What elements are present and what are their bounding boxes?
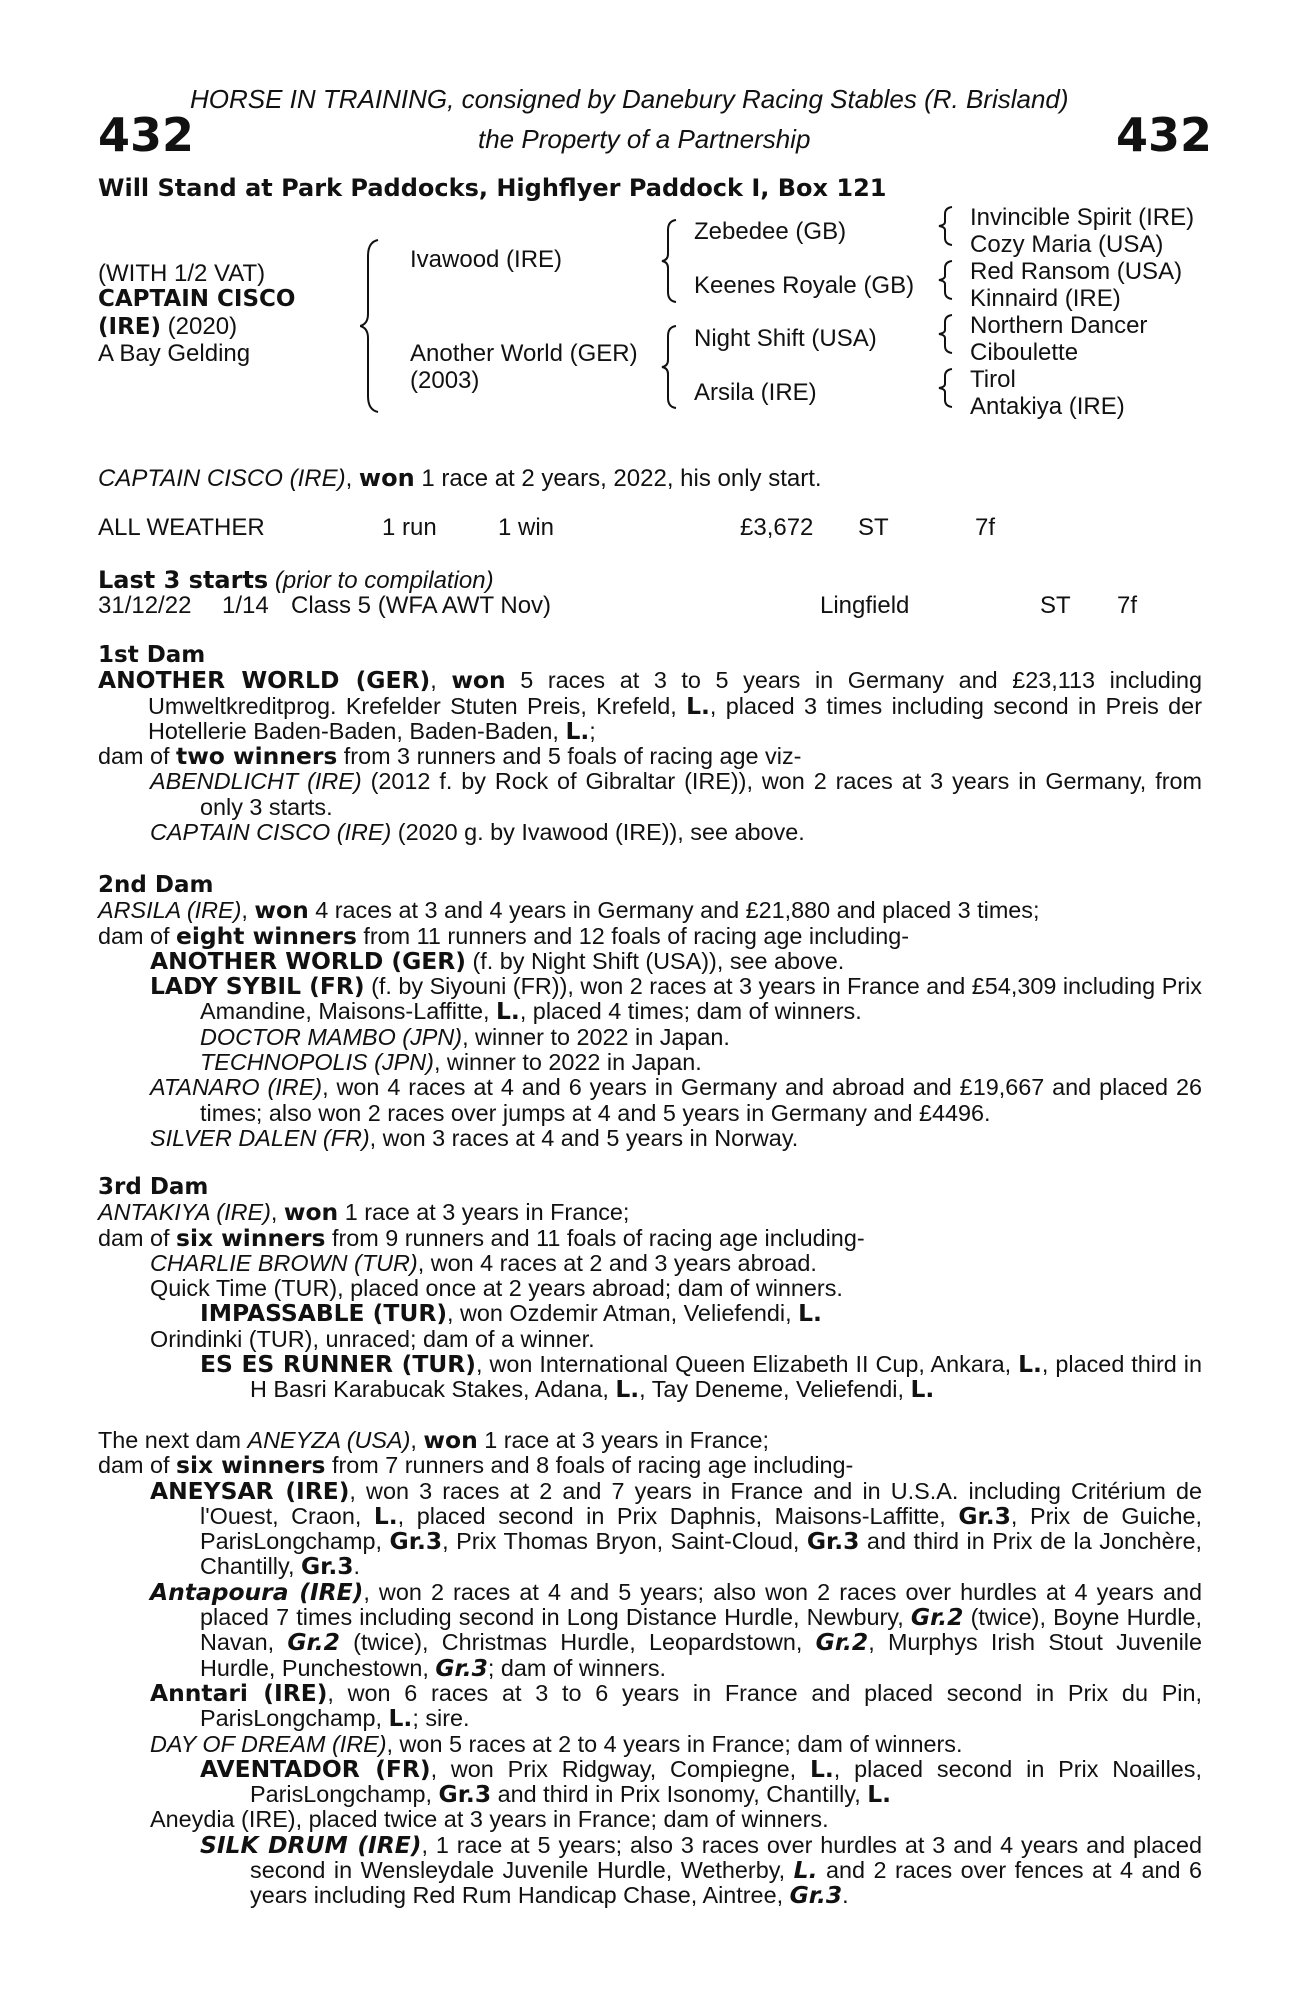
next-dam-name: ANEYZA (USA) xyxy=(247,1427,411,1453)
produce-1-name: ABENDLICHT (IRE) xyxy=(150,768,362,795)
second-dam-record xyxy=(98,898,1202,923)
first-dam-winners: two winners xyxy=(176,742,338,771)
next-dam-t2: from 7 runners and 8 foals of racing age including- xyxy=(325,1452,854,1479)
pedigree-g1: Invincible Spirit (IRE) xyxy=(970,204,1195,231)
td-e-text1: , won International Queen Elizabeth II Cup, Ankara, xyxy=(476,1351,1019,1378)
td-c-text: , won Ozdemir Atman, Veliefendi, xyxy=(447,1300,799,1327)
td-c-listed: L. xyxy=(798,1299,822,1328)
third-dam-damof: dam of xyxy=(98,1224,177,1251)
horse-name: CAPTAIN CISCO xyxy=(98,286,296,312)
pedigree-g4: Kinnaird (IRE) xyxy=(970,285,1121,312)
record-distance: 7f xyxy=(975,514,996,541)
nd-d-text: , won 5 races at 2 to 4 years in France; dam of winners. xyxy=(386,1730,963,1757)
nd-a-g1: Gr.3 xyxy=(958,1501,1011,1530)
nd-a-t5: and third in Prix de la Jonchère, Chantilly, xyxy=(200,1528,1202,1580)
first-dam-listed-1: L. xyxy=(686,691,710,720)
third-dam-t2: from 9 runners and 11 foals of racing age including- xyxy=(325,1224,865,1251)
summary-name: CAPTAIN CISCO (IRE) xyxy=(98,465,346,492)
nd-a-g2: Gr.3 xyxy=(389,1527,443,1556)
second-dam-produce-d xyxy=(98,1050,1202,1075)
sd-a-text: (f. by Night Shift (USA)), see above. xyxy=(465,947,845,974)
lot-number-right: 432 xyxy=(1116,108,1213,162)
next-dam-comma: , xyxy=(410,1427,424,1453)
nd-g-g: Gr.3 xyxy=(789,1881,843,1910)
record-runs: 1 run xyxy=(382,514,437,541)
first-dam-t3: ; xyxy=(589,717,596,744)
third-dam-produce-c xyxy=(98,1301,1202,1326)
nd-g-name: SILK DRUM (IRE) xyxy=(200,1830,422,1859)
nd-g-t1: , 1 race at 5 years; also 3 races over hurdles at 3 and 4 years and placed second in Wensleydale Juvenile Hurdle, Wetherby, xyxy=(250,1831,1202,1884)
start-race: Class 5 (WFA AWT Nov) xyxy=(291,592,552,619)
horse-name-line2 xyxy=(98,313,237,341)
pedigree-brace-sire xyxy=(660,216,690,306)
third-dam-comma: , xyxy=(270,1199,284,1226)
sire-dam: Keenes Royale (GB) xyxy=(694,272,915,299)
nd-e-t3: and third in Prix Isonomy, Chantilly, xyxy=(491,1781,868,1808)
td-e-listed-1: L. xyxy=(1018,1350,1042,1379)
start-distance: 7f xyxy=(1117,592,1138,619)
horse-country: (IRE) xyxy=(98,314,162,340)
record-wins: 1 win xyxy=(498,514,555,541)
dam-year: (2003) xyxy=(410,367,480,394)
first-dam-record xyxy=(98,668,1202,744)
second-dam-heading: 2nd Dam xyxy=(98,872,214,898)
nd-b-g1: Gr.2 xyxy=(910,1603,964,1632)
second-dam-comma: , xyxy=(241,897,255,924)
sd-c-name: DOCTOR MAMBO (JPN) xyxy=(200,1023,463,1050)
nd-a-g4: Gr.3 xyxy=(300,1552,354,1581)
sire-sire: Zebedee (GB) xyxy=(694,218,847,245)
dam: Another World (GER) xyxy=(410,340,638,367)
nd-a-t4: , Prix Thomas Bryon, Saint-Cloud, xyxy=(442,1528,807,1555)
sd-e-name: ATANARO (IRE) xyxy=(150,1074,323,1101)
first-dam-produce-1 xyxy=(98,769,1202,820)
sd-b-listed: L. xyxy=(496,997,520,1026)
sd-b-text1: (f. by Siyouni (FR)), won 2 races at 3 years in France and £54,309 including Prix Amandine, Maisons-Laffitte, xyxy=(200,973,1202,1025)
third-dam-heading: 3rd Dam xyxy=(98,1174,209,1200)
third-dam-t1: 1 race at 3 years in France; xyxy=(338,1199,630,1226)
next-dam-winners: six winners xyxy=(176,1451,326,1480)
next-dam-produce-b xyxy=(98,1577,1203,1682)
second-dam-produce-intro xyxy=(98,921,1202,950)
sd-d-name: TECHNOPOLIS (JPN) xyxy=(200,1049,434,1076)
record-surface: ALL WEATHER xyxy=(98,514,265,541)
nd-b-g2: Gr.2 xyxy=(287,1628,340,1657)
first-dam-won: won xyxy=(451,666,506,695)
pedigree-g2: Cozy Maria (USA) xyxy=(970,231,1164,258)
sire: Ivawood (IRE) xyxy=(410,246,563,273)
nd-e-listed-1: L. xyxy=(810,1754,834,1783)
nd-a-t3: , Prix de Guiche, ParisLongchamp, xyxy=(200,1502,1202,1555)
third-dam-winners: six winners xyxy=(176,1223,326,1252)
record-earnings: £3,672 xyxy=(740,514,814,541)
nd-a-t6: . xyxy=(353,1553,361,1580)
nd-e-g: Gr.3 xyxy=(438,1780,492,1809)
dam-dam: Arsila (IRE) xyxy=(694,379,817,406)
produce-1-text: (2012 f. by Rock of Gibraltar (IRE)), won 2 races at 3 years in Germany, from only 3 starts. xyxy=(200,768,1202,820)
start-going: ST xyxy=(1040,592,1071,619)
nd-b-t3: (twice), Christmas Hurdle, Leopardstown, xyxy=(339,1629,816,1656)
next-dam-intro: The next dam xyxy=(98,1427,248,1453)
nd-e-listed-2: L. xyxy=(867,1780,892,1809)
pedigree-g6: Ciboulette xyxy=(970,339,1079,366)
nd-c-listed: L. xyxy=(388,1704,413,1733)
next-dam-damof: dam of xyxy=(98,1452,177,1479)
pedigree-brace-main xyxy=(360,236,400,416)
td-e-text3: , Tay Deneme, Veliefendi, xyxy=(639,1376,911,1403)
second-dam-won: won xyxy=(254,896,309,925)
third-dam-name: ANTAKIYA (IRE) xyxy=(98,1199,271,1226)
next-dam-t1: 1 race at 3 years in France; xyxy=(477,1427,769,1453)
dam-sire: Night Shift (USA) xyxy=(694,325,877,352)
nd-b-g3: Gr.2 xyxy=(815,1628,869,1657)
third-dam-produce-e xyxy=(98,1352,1202,1403)
lot-number-left: 432 xyxy=(98,108,195,162)
second-dam-produce-f xyxy=(98,1126,1202,1151)
last-starts-note: (prior to compilation) xyxy=(268,567,494,594)
nd-c-name: Anntari (IRE) xyxy=(150,1678,328,1707)
next-dam-section xyxy=(98,1428,1202,1909)
nd-b-t2: (twice), Boyne Hurdle, Navan, xyxy=(200,1604,1203,1656)
second-dam-winners: eight winners xyxy=(176,921,357,950)
pedigree-brace-g3 xyxy=(936,312,966,356)
produce-2-name: CAPTAIN CISCO (IRE) xyxy=(150,819,392,846)
first-dam-heading: 1st Dam xyxy=(98,642,206,668)
property-line: the Property of a Partnership xyxy=(478,124,811,154)
stand-location: Will Stand at Park Paddocks, Highflyer Paddock I, Box 121 xyxy=(98,174,887,202)
nd-g-t2: and 2 races over fences at 4 and 6 years including Red Rum Handicap Chase, Aintree, xyxy=(250,1857,1202,1909)
summary-text: 1 race at 2 years, 2022, his only start. xyxy=(414,465,822,492)
third-dam-produce-a xyxy=(98,1251,1202,1276)
next-dam-produce-g xyxy=(98,1830,1202,1910)
sd-f-text: , won 3 races at 4 and 5 years in Norway. xyxy=(369,1124,799,1151)
nd-b-t1: , won 2 races at 4 and 5 years; also won 2 races over hurdles at 4 years and placed 7 times including second in Long Distance Hurdle, Newbury, xyxy=(200,1578,1202,1631)
pedigree-g8: Antakiya (IRE) xyxy=(970,393,1125,420)
sd-d-text: , winner to 2022 in Japan. xyxy=(433,1049,702,1076)
second-dam-produce-a xyxy=(98,946,1202,975)
next-dam-produce-a xyxy=(98,1476,1202,1581)
first-dam-t4: from 3 runners and 5 foals of racing age viz- xyxy=(337,743,802,770)
td-e-listed-3: L. xyxy=(910,1375,935,1404)
nd-b-t5: ; dam of winners. xyxy=(487,1654,667,1681)
last-starts-heading xyxy=(98,566,494,595)
record-going: ST xyxy=(858,514,889,541)
pedigree-g5: Northern Dancer xyxy=(970,312,1148,339)
second-dam-name: ARSILA (IRE) xyxy=(98,897,242,924)
sd-f-name: SILVER DALEN (FR) xyxy=(150,1124,370,1151)
first-dam-section xyxy=(98,643,1202,845)
next-dam-produce-f: Aneydia (IRE), placed twice at 3 years in France; dam of winners. xyxy=(150,1806,829,1833)
nd-b-g4: Gr.3 xyxy=(435,1653,488,1682)
second-dam-t1: 4 races at 3 and 4 years in Germany and £21,880 and placed 3 times; xyxy=(308,897,1040,924)
nd-e-name: AVENTADOR (FR) xyxy=(200,1754,431,1783)
nd-d-name: DAY OF DREAM (IRE) xyxy=(150,1730,387,1757)
first-dam-t1: 5 races at 3 to 5 years in Germany and £23,113 including Umweltkreditprog. Krefelder Stuten Preis, Krefeld, xyxy=(148,667,1202,719)
second-dam-t2: from 11 runners and 12 foals of racing age including- xyxy=(356,922,910,949)
start-date: 31/12/22 xyxy=(98,592,192,619)
nd-g-listed: L. xyxy=(793,1856,818,1885)
td-c-name: IMPASSABLE (TUR) xyxy=(200,1299,448,1328)
horse-year: (2020) xyxy=(161,313,238,340)
second-dam-section xyxy=(98,873,1202,1151)
next-dam-won: won xyxy=(423,1426,478,1454)
second-dam-produce-b xyxy=(98,974,1202,1025)
nd-a-t1: , won 3 races at 2 and 7 years in France and in U.S.A. including Critérium de l'Ouest, Craon, xyxy=(200,1477,1202,1529)
vat-note: (WITH 1/2 VAT) xyxy=(98,260,266,287)
nd-c-t2: ; sire. xyxy=(412,1705,470,1732)
td-e-name: ES ES RUNNER (TUR) xyxy=(200,1350,476,1379)
nd-a-t2: , placed second in Prix Daphnis, Maisons-Laffitte, xyxy=(397,1502,959,1529)
first-dam-listed-2: L. xyxy=(565,716,590,745)
nd-c-t1: , won 6 races at 3 to 6 years in France and placed second in Prix du Pin, ParisLongchamp, xyxy=(200,1679,1202,1732)
first-dam-damof: dam of xyxy=(98,743,177,770)
second-dam-damof: dam of xyxy=(98,922,177,949)
nd-e-t2: , placed second in Prix Noailles, ParisLongchamp, xyxy=(250,1755,1202,1808)
next-dam-produce-intro xyxy=(98,1453,1202,1478)
third-dam-produce-b: Quick Time (TUR), placed once at 2 years abroad; dam of winners. xyxy=(150,1275,843,1302)
second-dam-produce-c xyxy=(98,1025,1202,1050)
first-dam-comma: , xyxy=(430,667,452,694)
first-dam-produce-intro xyxy=(98,744,1202,769)
pedigree-brace-g1 xyxy=(936,204,966,248)
nd-g-t3: . xyxy=(842,1882,849,1909)
third-dam-produce-d: Orindinki (TUR), unraced; dam of a winner. xyxy=(150,1325,595,1352)
pedigree-g3: Red Ransom (USA) xyxy=(970,258,1183,285)
nd-a-listed: L. xyxy=(373,1501,398,1530)
next-dam-produce-d xyxy=(98,1732,1202,1757)
third-dam-record xyxy=(98,1200,1202,1225)
start-position: 1/14 xyxy=(222,592,269,619)
pedigree-brace-g2 xyxy=(936,258,966,302)
pedigree-brace-dam xyxy=(660,322,690,412)
last-starts-title: Last 3 starts xyxy=(98,566,269,594)
td-a-text: , won 4 races at 2 and 3 years abroad. xyxy=(417,1249,817,1276)
next-dam-record xyxy=(98,1428,1202,1453)
td-a-name: CHARLIE BROWN (TUR) xyxy=(150,1249,418,1276)
second-dam-produce-e xyxy=(98,1075,1202,1126)
td-e-text2: , placed third in H Basri Karabucak Stakes, Adana, xyxy=(250,1351,1202,1403)
nd-a-name: ANEYSAR (IRE) xyxy=(150,1476,350,1505)
sd-a-name: ANOTHER WORLD (GER) xyxy=(150,946,466,975)
nd-b-name: Antapoura (IRE) xyxy=(150,1577,364,1606)
racing-summary: CAPTAIN CISCO (IRE), won 1 race at 2 years, 2022, his only start. xyxy=(98,464,822,492)
td-e-listed-2: L. xyxy=(615,1375,640,1404)
next-dam-produce-c xyxy=(98,1678,1202,1733)
first-dam-t2: , placed 3 times including second in Preis der Hotellerie Baden-Baden, Baden-Baden, xyxy=(148,692,1202,744)
summary-won: won xyxy=(358,464,415,492)
nd-b-t4: , Murphys Irish Stout Juvenile Hurdle, Punchestown, xyxy=(200,1629,1202,1681)
sd-c-text: , winner to 2022 in Japan. xyxy=(462,1023,730,1050)
produce-2-text: (2020 g. by Ivawood (IRE)), see above. xyxy=(391,819,805,846)
sd-b-text2: , placed 4 times; dam of winners. xyxy=(519,998,862,1025)
pedigree-brace-g4 xyxy=(936,366,966,410)
pedigree-g7: Tirol xyxy=(970,366,1016,393)
next-dam-produce-e xyxy=(98,1754,1202,1809)
sd-b-name: LADY SYBIL (FR) xyxy=(150,972,365,1001)
third-dam-section xyxy=(98,1175,1202,1403)
start-course: Lingfield xyxy=(820,592,910,619)
nd-e-t1: , won Prix Ridgway, Compiegne, xyxy=(430,1755,810,1782)
third-dam-won: won xyxy=(283,1198,339,1227)
sd-e-text: , won 4 races at 4 and 6 years in Germany and abroad and £19,667 and placed 26 times; also won 2 races over jumps at 4 and 5 years in Germany and £4496. xyxy=(200,1074,1202,1126)
nd-a-g3: Gr.3 xyxy=(806,1527,860,1556)
horse-description: A Bay Gelding xyxy=(98,340,251,367)
third-dam-produce-intro xyxy=(98,1223,1202,1252)
consignment-line: HORSE IN TRAINING, consigned by Danebury Racing Stables (R. Brisland) xyxy=(190,84,1069,114)
first-dam-name: ANOTHER WORLD (GER) xyxy=(98,666,431,695)
first-dam-produce-2 xyxy=(98,820,1202,845)
